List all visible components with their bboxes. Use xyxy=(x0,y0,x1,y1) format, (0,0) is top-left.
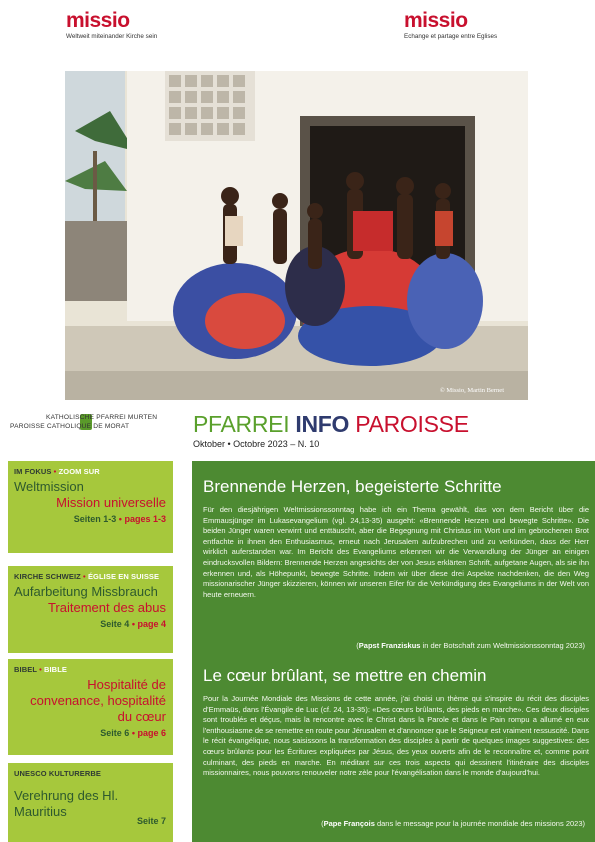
sidebar-teaser-weltmission[interactable] xyxy=(8,461,173,553)
dancers-illustration xyxy=(65,71,528,400)
sidebar-teaser-mauritius[interactable] xyxy=(8,763,173,842)
article-attribution-fr: (Pape François dans le message pour la journée mondiale des missions 2023) xyxy=(321,819,585,828)
teaser-category: UNESCO KULTURERBE xyxy=(14,769,101,778)
teaser-category: IM FOKUS • ZOOM SUR xyxy=(14,467,100,476)
article-title-de: Brennende Herzen, begeisterte Schritte xyxy=(203,477,502,496)
teaser-category: KIRCHE SCHWEIZ • ÉGLISE EN SUISSE xyxy=(14,572,160,581)
article-attribution-de: (Papst Franziskus in der Botschaft zum Weltmissionssonntag 2023) xyxy=(356,641,585,650)
parish-logo xyxy=(10,414,180,434)
teaser-pages: Seite 6 • page 6 xyxy=(100,728,166,738)
sidebar-teaser-bible[interactable] xyxy=(8,659,173,755)
article-body-fr: Pour la Journée Mondiale des Missions de cette année, j'ai choisi un thème qui s'inspire du récit des disciples d'Emmaüs, dans l'Évangile de Luc (cf. 24, 13-35): «Des cœurs brûlants, des pieds en marche». Ces deux disciples sont troublés et déçus, mais la rencontre avec le Christ dans la Parole et dans le Pain rompu a allumé en eux l'enthousiasme de se remettre en route pour Jérusalem et d'annoncer que le Seigneur est vraiment ressuscité. Dans le récit évangélique, nous saisissons la transformation des disciples à partir de quelques images suggestives: des cœurs brûlants pour les Écritures expliquées par Jésus, des yeux ouverts afin de le reconnaître et, comme point culminant, des pieds en marche. En méditant sur ces trois aspects qui dessinent l'itinéraire des disciples missionnaires, nous pouvons renouveler notre zèle pour l'évangélisation dans le monde d'aujourd'hui. xyxy=(203,694,589,778)
masthead-pfarrei: PFARREI xyxy=(193,411,296,437)
teaser-title-fr: Hospitalité de convenance, hospitalité du cœur xyxy=(30,677,166,724)
teaser-title-de: Aufarbeitung Missbrauch xyxy=(14,584,158,599)
article-body-de: Für den diesjährigen Weltmissionssonntag habe ich ein Thema gewählt, das von dem Bericht über die Emmausjünger im Lukasevangelium (vgl. 24,13-35) ausgeht: «Brennende Herzen und bewegte Schritte». Die beiden Jünger waren verwirrt und enttäuscht, aber die Begegnung mit Christus im Wort und im gebrochenen Brot entfachte in ihnen den Enthusiasmus, erneut nach Jerusalem aufzubrechen und zu verkünden, dass der Herr wirklich auferstanden war. Im Bericht des Evangeliums erkennen wir die Verwandlung der Jünger an einigen eindrucksvollen Bildern: Brennende Herzen angesichts der von Jesus erklärten Schrift, aufgetane Augen, als sie ihn erkennen und, als Höhepunkt, bewegte Schritte. Indem wir über diese drei Aspekte nachdenken, die den Weg missionarischer Jünger skizzieren, können wir unseren Eifer für die Verkündigung des Evangeliums in der Welt von heute erneuern. xyxy=(203,505,589,599)
teaser-category: BIBEL • BIBLE xyxy=(14,665,67,674)
photo-credit: © Missio, Martin Bernet xyxy=(439,387,504,394)
article-title-fr: Le cœur brûlant, se mettre en chemin xyxy=(203,666,487,685)
teaser-title-de: Verehrung des Hl. Mauritius xyxy=(14,788,119,819)
missio-wordmark: missio xyxy=(404,9,468,32)
parish-name-fr: PAROISSE CATHOLIQUE DE MORAT xyxy=(10,423,130,430)
issue-line: Oktober • Octobre 2023 – N. 10 xyxy=(193,439,320,449)
missio-logo-fr xyxy=(404,10,497,40)
parish-name-de: KATHOLISCHE PFARREI MURTEN xyxy=(46,414,158,421)
teaser-title-fr: Traitement des abus xyxy=(47,600,166,615)
teaser-pages: Seiten 1-3 • pages 1-3 xyxy=(73,514,166,524)
main-article-panel xyxy=(192,461,595,842)
teaser-pages: Seite 7 xyxy=(136,816,166,826)
masthead-info: INFO xyxy=(295,411,350,437)
teaser-pages: Seite 4 • page 4 xyxy=(100,619,166,629)
missio-logo-de xyxy=(66,10,157,40)
hero-photo xyxy=(65,71,528,400)
sidebar-teaser-missbrauch[interactable] xyxy=(8,566,173,653)
missio-wordmark: missio xyxy=(66,9,130,32)
missio-tagline-de: Weltweit miteinander Kirche sein xyxy=(66,33,158,40)
masthead-title xyxy=(193,411,469,437)
missio-tagline-fr: Echange et partage entre Eglises xyxy=(404,33,498,40)
teaser-title-fr: Mission universelle xyxy=(56,495,166,510)
teaser-title-de: Weltmission xyxy=(14,479,84,494)
masthead-paroisse: PAROISSE xyxy=(349,411,469,437)
